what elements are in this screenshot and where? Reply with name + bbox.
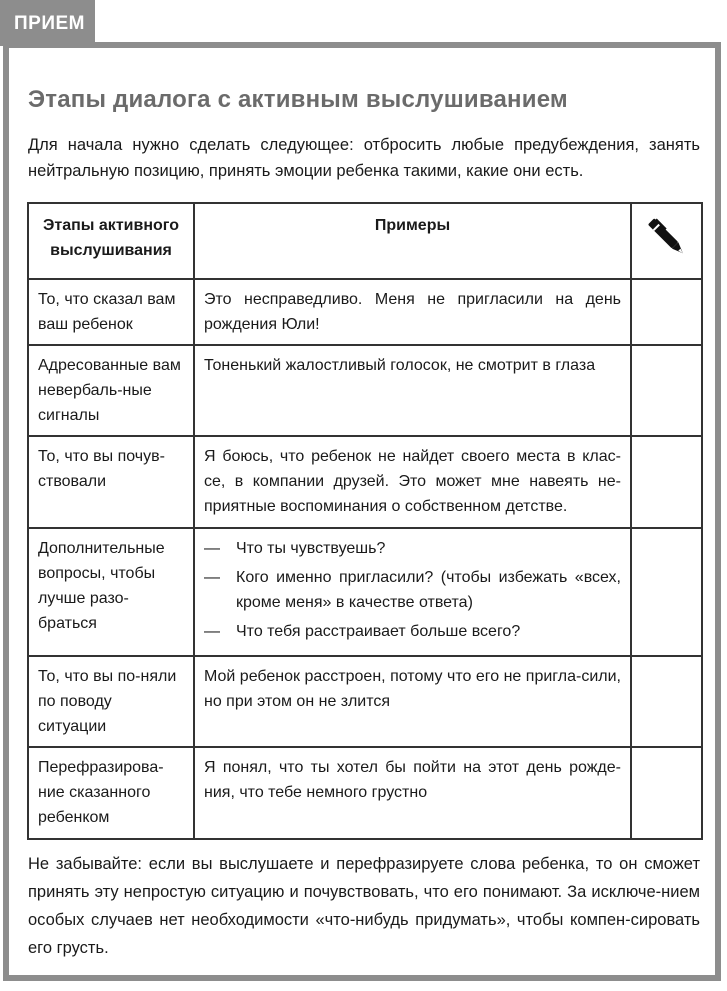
note-cell bbox=[631, 345, 702, 436]
table-row bbox=[28, 528, 702, 656]
stage-cell: Перефразирова-ние сказанного ребенком bbox=[28, 747, 194, 839]
section-tab bbox=[0, 0, 95, 46]
note-cell bbox=[631, 656, 702, 747]
list-item: — Что тебя расстраивает больше всего? bbox=[204, 619, 621, 644]
questions-list bbox=[204, 536, 621, 644]
note-cell bbox=[631, 528, 702, 656]
example-cell: Мой ребенок расстроен, потому что его не пригла-сили, но при этом он не злится bbox=[194, 656, 631, 747]
header-note bbox=[631, 203, 702, 279]
list-item: — Кого именно пригласили? (чтобы избежать «всех, кроме меня» в качестве ответа) bbox=[204, 565, 621, 615]
section-tab-label: ПРИЕМ bbox=[14, 13, 85, 34]
table-row bbox=[28, 656, 702, 747]
stage-cell: То, что вы почув-ствовали bbox=[28, 436, 194, 528]
example-cell bbox=[194, 528, 631, 656]
stage-cell: То, что сказал вам ваш ребенок bbox=[28, 279, 194, 345]
table-header-row bbox=[28, 203, 702, 279]
pen-icon bbox=[642, 213, 692, 263]
page-title: Этапы диалога с активным выслушиванием bbox=[28, 86, 568, 113]
table-row bbox=[28, 345, 702, 436]
stages-table bbox=[27, 202, 703, 840]
example-cell: Это несправедливо. Меня не пригласили на день рождения Юли! bbox=[194, 279, 631, 345]
stage-cell: То, что вы по-няли по поводу ситуации bbox=[28, 656, 194, 747]
table-row bbox=[28, 436, 702, 528]
closing-paragraph: Не забывайте: если вы выслушаете и перефразируете слова ребенка, то он сможет принять эту непростую ситуацию и почувствовать, что его понимают. За исключе-нием особых случаев нет необходимости «что-нибудь придумать», чтобы компен-сировать его грусть. bbox=[28, 855, 700, 957]
header-examples: Примеры bbox=[194, 203, 631, 279]
example-cell: Я боюсь, что ребенок не найдет своего места в клас-се, в компании друзей. Это может мне навеять не-приятные воспоминания о собственном детстве. bbox=[194, 436, 631, 528]
example-cell: Тоненький жалостливый голосок, не смотрит в глаза bbox=[194, 345, 631, 436]
stage-cell: Дополнительные вопросы, чтобы лучше разо-браться bbox=[28, 528, 194, 656]
note-cell bbox=[631, 747, 702, 839]
stage-cell: Адресованные вам невербаль-ные сигналы bbox=[28, 345, 194, 436]
intro-paragraph: Для начала нужно сделать следующее: отбросить любые предубеждения, занять нейтральную позицию, принять эмоции ребенка такими, какие они есть. bbox=[28, 136, 700, 180]
header-stage: Этапы активного выслушивания bbox=[28, 203, 194, 279]
example-cell: Я понял, что ты хотел бы пойти на этот день рожде-ния, что тебе немного грустно bbox=[194, 747, 631, 839]
list-item: — Что ты чувствуешь? bbox=[204, 536, 621, 561]
table-row bbox=[28, 747, 702, 839]
table-row bbox=[28, 279, 702, 345]
note-cell bbox=[631, 436, 702, 528]
note-cell bbox=[631, 279, 702, 345]
